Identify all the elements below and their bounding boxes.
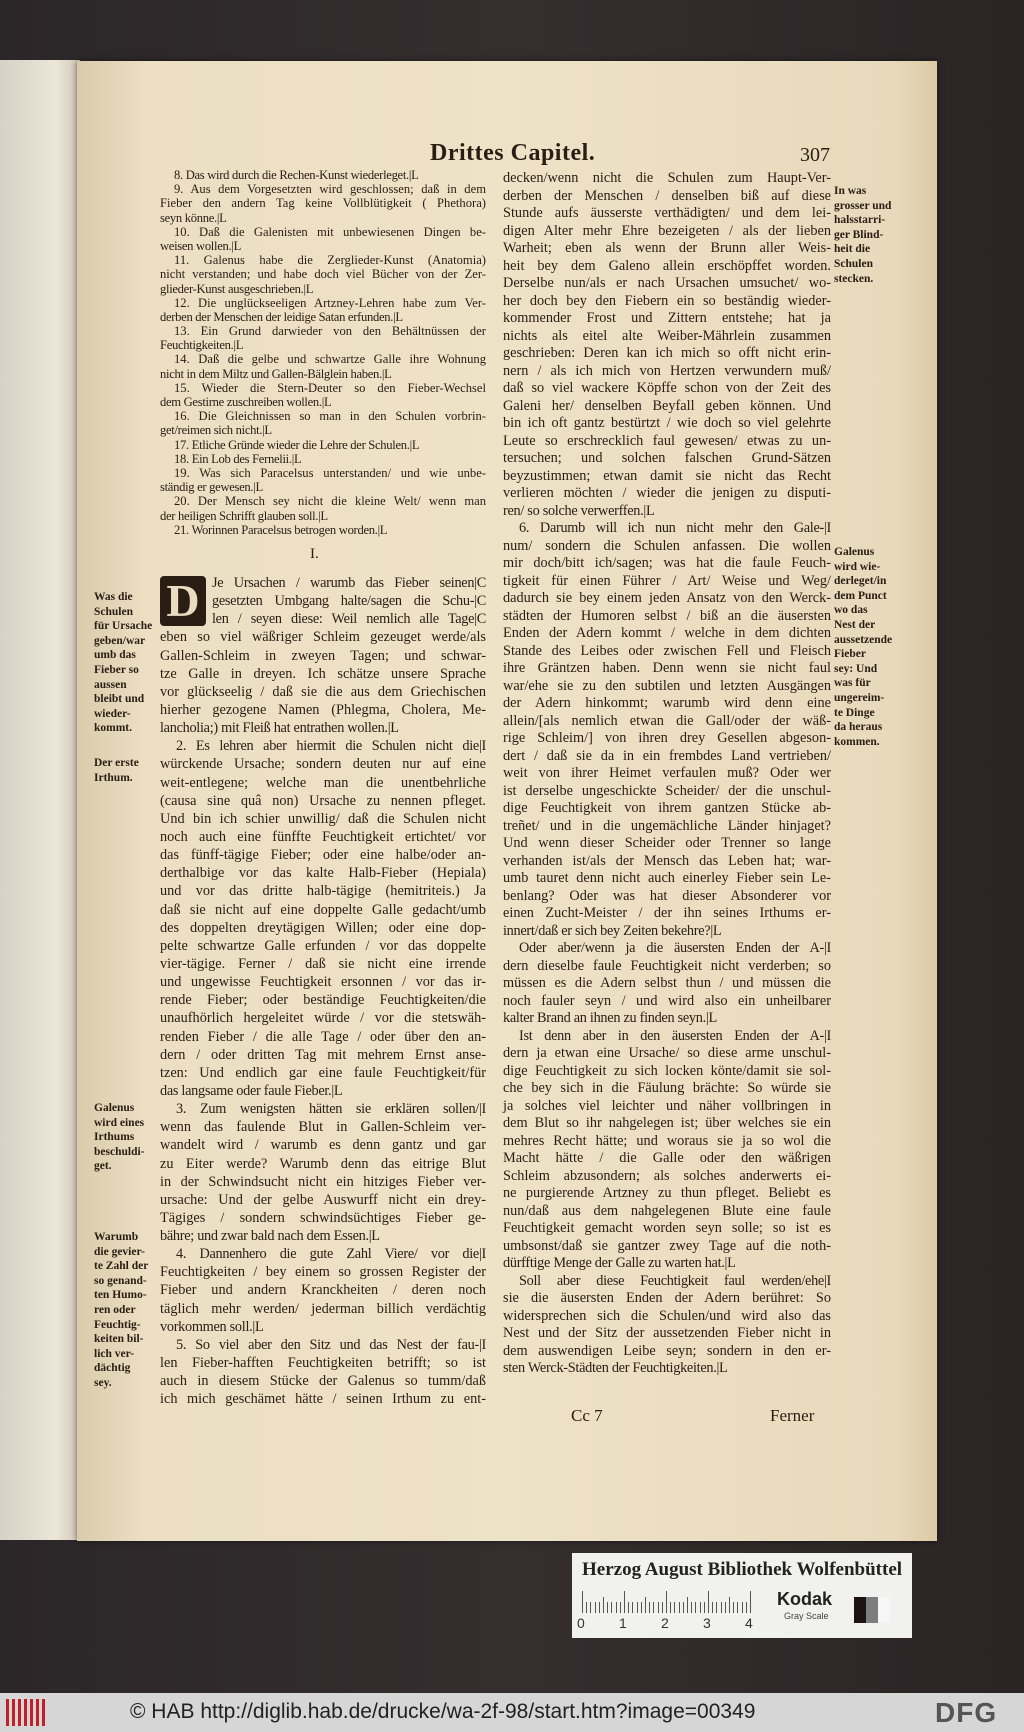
text-line: dern ja etwan eine Ursache/ so diese arme unschul-	[503, 1045, 831, 1061]
text-line: sten Werck-Städten der Feuchtigkeiten.|L	[503, 1360, 728, 1376]
text-line: dem Gestirne zuschreiben wollen.|L	[160, 395, 332, 409]
marginal-note: Was die Schulen für Ursache geben/war umb das Fieber so aussen bleibt und wieder- kommt.	[94, 591, 153, 735]
text-line: dern dieselbe faule Feuchtigkeit nicht verderben; so	[503, 957, 831, 974]
ruler-tick-label: 0	[577, 1615, 585, 1631]
ruler-tick	[628, 1602, 629, 1613]
text-line: geschrieben: Deren kan ich mich so offt nicht erin-	[503, 345, 831, 361]
ruler-tick	[645, 1597, 646, 1613]
text-line: treñet/ und in die ungemächliche Länder hinjaget?	[503, 817, 831, 834]
text-line: 10. Daß die Galenisten mit unbewiesenen Dingen be-	[174, 224, 486, 239]
marginal-note: Galenus wird eines Irthums beschuldi- get.	[94, 1102, 145, 1173]
ruler-tick	[641, 1602, 642, 1613]
ruler-tick	[695, 1602, 696, 1613]
text-line: nun/daß aus dem nahgelegenen Blute eine faule	[503, 1202, 831, 1219]
text-line: Stunde aufs äusserste verthädigten/ und dem lei-	[503, 205, 831, 221]
ruler-tick	[687, 1597, 688, 1613]
text-line: daß sie nicht auf eine doppelte Galle gedacht/umb	[160, 901, 486, 918]
text-line: ne purgierende Artzney zu thun pfleget. Beliebt es	[503, 1185, 831, 1201]
text-line: würckende Ursache; sondern deuten nur auf eine	[160, 756, 486, 773]
ruler-tick	[658, 1602, 659, 1613]
text-line: nern / als ich mich von Hertzen verwundern muß/	[503, 362, 831, 379]
ruler-tick	[746, 1602, 747, 1613]
text-line: umb tauret denn nicht auch einerley Fieber sein Le-	[503, 870, 831, 886]
text-line: nicht verstanden; und habe doch viel Bücher von der Zer-	[160, 267, 486, 282]
text-line: 15. Wieder die Stern-Deuter so den Fieber-Wechsel	[174, 380, 486, 395]
gray-swatch-mid	[866, 1597, 878, 1623]
text-line: 5. So viel aber den Sitz und das Nest der fau-|I	[176, 1336, 486, 1353]
ruler-tick	[637, 1602, 638, 1613]
chapter-summary	[160, 168, 486, 537]
text-line: hierher gezogene Namen (Phlegma, Cholera, Me-	[160, 701, 486, 718]
text-line: 19. Was sich Paracelsus unterstanden/ und wie unbe-	[174, 465, 486, 480]
text-line: ren/ so solche verwerffen.|L	[503, 502, 655, 519]
text-line: Und bin ich schier unwillig/ daß die Schulen nicht	[160, 810, 486, 827]
text-line: glieder-Kunst ausgeschrieben.|L	[160, 281, 314, 296]
ruler-tick	[712, 1602, 713, 1613]
text-line: zu Eiter werde? Warumb denn das eitrige Blut	[160, 1155, 486, 1172]
page-number: 307	[800, 144, 830, 166]
text-line: nichts als eitel alte Weiber-Mährlein zusammen	[503, 327, 831, 344]
text-line: und ungewisse Feuchtigkeit ersonnen / vor das ir-	[160, 974, 486, 991]
gray-swatch-black	[854, 1597, 866, 1623]
marginal-note: Galenus wird wie- derleget/in dem Punct wo das Nest der aussetzende Fieber sey: Und was für ungereim- te Dinge da heraus kommen.	[834, 546, 893, 748]
text-line: beyzustimmen; etwan damit sie nicht das Recht	[503, 467, 831, 484]
text-line: 14. Daß die gelbe und schwartze Galle ihre Wohnung	[174, 352, 486, 367]
ruler	[582, 1591, 762, 1613]
text-line: weisen wollen.|L	[160, 238, 241, 253]
ruler-tick	[632, 1602, 633, 1613]
text-line: umbsonst/daß sie gantzer zwey Tage auf die noth-	[503, 1237, 831, 1254]
permalink[interactable]: © HAB http://diglib.hab.de/drucke/wa-2f-98/start.htm?image=00349	[130, 1700, 756, 1723]
text-line: der Adern hinkommt; warumb wird denn eine	[503, 695, 831, 711]
ruler-tick	[662, 1602, 663, 1613]
text-line: weit von ihrer Heimet verfaulen muß? Oder wer	[503, 765, 831, 781]
ruler-tick	[611, 1602, 612, 1613]
text-line: Fieber und andern Kranckheiten / deren noch	[160, 1282, 486, 1299]
text-line: 16. Die Gleichnissen so man in den Schulen vorbrin-	[174, 409, 486, 424]
text-line: müssen es die Adern selbst thun / und müssen die	[503, 975, 831, 991]
text-line: des doppelten dreytägigen Willen; oder eine dop-	[160, 919, 486, 936]
text-line: renden Fieber / die alle Tage / oder über den an-	[160, 1028, 486, 1045]
ruler-tick	[666, 1591, 667, 1613]
text-line: 20. Der Mensch sey nicht die kleine Welt/ wenn man	[174, 494, 486, 509]
text-line: Stande des Leibes oder zwischen Fell und Fleisch	[503, 642, 831, 659]
text-line: verlieren möchten / wieder die jenigen zu disputi-	[503, 485, 831, 501]
text-line: 4. Dannenhero die gute Zahl Viere/ vor die|I	[176, 1246, 486, 1263]
text-line: und vor das dritte halb-tägige (hemitriteis.) Ja	[160, 883, 486, 900]
text-line: das fünff-tägige Fieber; oder eine halbe/oder an-	[160, 847, 486, 864]
text-column-right	[503, 170, 831, 1378]
text-line: innert/daß er sich bey Zeiten bekehre?|L	[503, 922, 722, 939]
text-line: len Fieber-hafften Feuchtigkeiten betrifft; so ist	[160, 1355, 486, 1372]
text-line: sie die äusersten Enden der Adern berühret: So	[503, 1290, 831, 1306]
text-line: dadurch sie bey einem jeden Ansatz von den Werck-	[503, 590, 831, 606]
ruler-tick	[733, 1602, 734, 1613]
text-line: verhanden ist/als der Mensch das Leben hat; war-	[503, 852, 831, 869]
ruler-tick-label: 2	[661, 1615, 669, 1631]
text-line: eben so viel wäßriger Schleim gezeuget werde/als	[160, 629, 486, 646]
text-line: dige Feuchtigkeit von ihrem gantzen Stücke ab-	[503, 800, 831, 816]
ruler-tick	[750, 1591, 751, 1613]
ruler-tick	[716, 1602, 717, 1613]
text-line: ursache: Und der gelbe Auswurff nicht ein drey-	[160, 1191, 486, 1208]
text-line: allein/[als nemlich etwan die Gall/oder der wäß-	[503, 712, 831, 729]
text-line: widersprechen sich die Schulen/und wird also das	[503, 1307, 831, 1324]
text-line: her doch bey den Fiebern ein so beständig wieder-	[503, 292, 831, 309]
text-line: lancholia;) mit Fleiß hat entrathen wollen.|L	[160, 720, 399, 737]
text-line: 6. Darumb will ich nun nicht mehr den Gale-|I	[519, 520, 831, 536]
marginal-note: Warumb die gevier- te Zahl der so genand- ten Humo- ren oder Feuchtig- keiten bil- lich ver- dächtig sey.	[94, 1231, 149, 1389]
text-line: Derselbe nun/als er nach Ursachen umsuchet/ wo-	[503, 275, 831, 291]
text-line: der heiligen Schrifft glauben soll.|L	[160, 508, 328, 523]
catchword: Ferner	[770, 1406, 815, 1425]
text-line: digen Alter mehr Ehre bezeigeten / als der lieben	[503, 222, 831, 239]
text-line: vorkommen soll.|L	[160, 1318, 264, 1335]
marginal-note: In was grosser und halsstarri- ger Blind- heit die Schulen stecken.	[834, 185, 892, 285]
text-line: dige Feuchtigkeit zu sich locken könte/damit sie sol-	[503, 1062, 831, 1079]
text-line: Tägiges / sondern schwindsüchtiges Fieber ge-	[160, 1209, 486, 1226]
kodak-logo: Kodak	[777, 1589, 833, 1609]
text-line: wandelt wird / warumb es denn gantz und gar	[160, 1137, 486, 1154]
ruler-tick	[704, 1602, 705, 1613]
gray-swatch-white	[878, 1597, 890, 1623]
ruler-tick	[595, 1602, 596, 1613]
text-line: nicht in dem Miltz und Gallen-Bälglein haben.|L	[160, 366, 392, 381]
text-line: Macht hätte / die Galle oder den wäßrigen	[503, 1150, 831, 1166]
text-line: Galeni her/ denselben Beyfall geben können. Und	[503, 397, 831, 414]
ruler-tick	[742, 1602, 743, 1613]
text-line: pelte schwartze Galle erfunden / vor das doppelte	[160, 937, 486, 954]
text-line: unaufhörlich hergeleitet würde / vor die stetswäh-	[160, 1010, 486, 1027]
text-line: 12. Die unglückseeligen Artzney-Lehren habe zum Ver-	[174, 295, 486, 310]
text-line: vier-tägige. Ferner / daß sie nicht eine irrende	[160, 955, 486, 972]
text-line: benlang? Oder was hat dieser Absonderer vor	[503, 887, 831, 904]
ruler-tick-label: 1	[619, 1615, 627, 1631]
ruler-tick	[624, 1591, 625, 1613]
text-line: seyn könne.|L	[160, 210, 227, 225]
ruler-tick	[725, 1602, 726, 1613]
text-line: tzen: Und endlich gar eine faule Feuchtigkeit/für	[160, 1064, 486, 1081]
text-line: Gallen-Schleim in zweyen Tagen; und schwar-	[160, 647, 486, 664]
ruler-tick	[708, 1591, 709, 1613]
section-number: I.	[310, 546, 319, 562]
ruler-tick	[603, 1597, 604, 1613]
ruler-tick	[620, 1602, 621, 1613]
text-line: Und wenn dieser Scheider oder Trenner so lange	[503, 835, 831, 851]
text-line: bähre; und zwar bald nach dem Essen.|L	[160, 1228, 380, 1245]
ruler-tick-label: 3	[703, 1615, 711, 1631]
ruler-tick	[683, 1602, 684, 1613]
text-line: decken/wenn nicht die Schulen zum Haupt-Ver-	[503, 170, 831, 186]
text-line: das langsame oder faule Fieber.|L	[160, 1082, 343, 1099]
text-line: städten der Humoren selbst / biß an die äusersten	[503, 607, 831, 624]
text-line: Enden der Adern kommt / welche in dem dichten	[503, 625, 831, 641]
text-line: noch auch eine fünffte Feuchtigkeit ertichtet/ vor	[160, 828, 486, 845]
ruler-tick	[649, 1602, 650, 1613]
library-color-scale-label	[572, 1553, 912, 1638]
text-line: war/ehe sie zu den subtilen und letzten Ausgängen	[503, 677, 831, 694]
text-line: derthalbige vor das kalte Halb-Fieber (Hepiala)	[160, 865, 486, 882]
text-line: num/ sondern die Schulen anfassen. Die wollen	[503, 537, 831, 554]
hab-logo-icon	[6, 1699, 46, 1726]
text-line: Feuchtigkeiten / bey einem so grossen Register der	[160, 1264, 486, 1281]
text-line: 2. Es lehren aber hiermit die Schulen nicht die|I	[176, 738, 486, 755]
drop-cap-initial: D	[160, 576, 206, 626]
text-line: 13. Ein Grund darwieder von den Behältnüssen der	[174, 324, 486, 339]
ruler-tick	[691, 1602, 692, 1613]
ruler-tick	[679, 1602, 680, 1613]
signature-mark: Cc 7	[571, 1406, 603, 1425]
text-line: ihre Gräntzen haben. Denn wenn sie nicht faul	[503, 660, 831, 676]
text-line: vor glückseelig / daß sie die aus dem Griechischen	[160, 683, 486, 700]
text-line: tigkeit für einen Führer / Art/ Weise und Weg/	[503, 572, 831, 589]
text-line: rige Schleim/] von ihren drey Gesellen abgeson-	[503, 730, 831, 746]
ruler-tick	[582, 1591, 583, 1613]
text-line: Warheit; eben als wenn der Brunn aller Weis-	[503, 240, 831, 256]
text-line: Nest und der Sitz der aussetzenden Fieber nicht in	[503, 1325, 831, 1341]
text-line: dem Blut so ihr nahgelegen ist; über welches sie ein	[503, 1115, 831, 1131]
text-line: kalter Brand an ihnen zu finden seyn.|L	[503, 1010, 717, 1026]
text-line: Soll aber diese Feuchtigkeit faul werden/ehe|I	[519, 1272, 831, 1289]
ruler-tick	[607, 1602, 608, 1613]
ruler-tick	[653, 1602, 654, 1613]
text-line: 3. Zum wenigsten hätten sie erklären sollen/|I	[176, 1101, 486, 1118]
text-line: mir doch/bitt ich/sagen; was hat die faule Feuch-	[503, 555, 831, 571]
text-line: ich mich geschämet hätte / seinen Irthum zu ent-	[160, 1391, 486, 1408]
ruler-tick	[700, 1602, 701, 1613]
text-line: Feuchtigkeiten.|L	[160, 338, 244, 353]
text-line: bin ich oft gantz bestürtzt / wie doch so viel gelehrte	[503, 415, 831, 431]
text-line: rende Fieber; oder beständige Feuchtigkeiten/die	[160, 992, 486, 1009]
library-name: Herzog August Bibliothek Wolfenbüttel	[582, 1559, 903, 1580]
text-line: Feuchtigkeit gemacht worden seyn solle; so ist es	[503, 1220, 831, 1236]
ruler-tick	[729, 1597, 730, 1613]
ruler-tick	[616, 1602, 617, 1613]
text-column-left	[160, 574, 486, 1408]
text-line: Schleim abzusondern; als solches anderwerts ei-	[503, 1167, 831, 1184]
text-line: 21. Worinnen Paracelsus betrogen worden.|L	[174, 522, 388, 537]
text-line: einen Zucht-Meister / der ihn seines Irthums er-	[503, 905, 831, 921]
text-line: täglich mehr werden/ jederman billich verdächtig	[160, 1300, 486, 1317]
ruler-tick	[737, 1602, 738, 1613]
text-line: Oder aber/wenn ja die äusersten Enden der A-|I	[519, 940, 831, 956]
text-line: Ist denn aber in den äusersten Enden der A-|I	[519, 1027, 831, 1044]
text-line: 17. Etliche Gründe wieder die Lehre der Schulen.|L	[174, 437, 420, 452]
viewer-footer	[0, 1693, 1024, 1732]
text-line: dern / oder dritten Tag mit mehrem Ernst anse-	[160, 1046, 486, 1063]
text-line: dert / daß sie da in ein frembdes Land vertrieben/	[503, 747, 831, 764]
text-line: kommender Frost und Zittern entstehe; hat ja	[503, 310, 831, 326]
text-line: in der Schwindsucht nicht ein hitziges Fieber ver-	[160, 1173, 486, 1190]
text-line: mehres Recht hätte; und woraus sie ja so wol die	[503, 1132, 831, 1149]
marginal-note: Der erste Irthum.	[94, 757, 139, 784]
ruler-tick	[674, 1602, 675, 1613]
text-line: 8. Das wird durch die Rechen-Kunst wiederleget.|L	[174, 168, 419, 182]
text-line: che bey sich in die Fäulung brächte: So würde sie	[503, 1080, 831, 1096]
text-line: dürfftige Menge der Galle zu warten hat.|L	[503, 1255, 736, 1271]
text-line: Leute so erschrecklich faul gewesen/ etwas zu un-	[503, 432, 831, 449]
text-line: 18. Ein Lob des Fernelii.|L	[174, 451, 302, 466]
text-line: tersuchen; und solchen falschen Grund-Sätzen	[503, 450, 831, 466]
text-line: 11. Galenus habe die Zerglieder-Kunst (Anatomia)	[174, 253, 486, 268]
text-line: daß so viel wackere Köpffe schon von der Zeit des	[503, 380, 831, 396]
adjacent-page-edge	[0, 60, 80, 1540]
running-head: Drittes Capitel.	[430, 140, 596, 166]
text-line: ist derselbe ungeschickte Scheider/ der die unschul-	[503, 782, 831, 799]
text-line: get/reimen sich nicht.|L	[160, 423, 272, 438]
text-line: gesetzten Umbgang halte/sagen die Schu-|C	[212, 593, 486, 610]
text-line: ja solches viel leichter und näher vollbringen in	[503, 1097, 831, 1114]
text-line: derben der Menschen / denselben biß auf diese	[503, 187, 831, 204]
text-line: auch in diesem Stücke der Galenus so tumm/daß	[160, 1373, 486, 1390]
text-line: (causa sine quâ non) Ursache zu nennen pfleget.	[160, 792, 486, 809]
text-line: ständig er gewesen.|L	[160, 480, 263, 495]
text-line: noch fauler seyn / und wird also ein unheilbarer	[503, 992, 831, 1009]
ruler-tick	[590, 1602, 591, 1613]
text-line: wenn das faulende Blut in Gallen-Schleim ver-	[160, 1119, 486, 1136]
ruler-tick	[721, 1602, 722, 1613]
text-line: Je Ursachen / warumb das Fieber seinen|C	[212, 575, 486, 591]
text-line: Fieber den andern Tag keine Vollblütigkeit ( Phethora)	[160, 196, 486, 211]
text-line: tze Galle in dreyen. Ich schätze unsere Sprache	[160, 665, 486, 682]
text-line: derben der Menschen der leidige Satan erfunden.|L	[160, 309, 403, 324]
dfg-logo: DFG	[935, 1697, 998, 1728]
text-line: len / seyen diese: Weil nemlich alle Tage|C	[212, 611, 486, 628]
text-line: dem auswendigen Leibe seyn; sondern in den er-	[503, 1342, 831, 1359]
ruler-tick	[586, 1602, 587, 1613]
text-line: heit bey dem Galeno allein erschöpffet worden.	[503, 257, 831, 274]
ruler-tick	[599, 1602, 600, 1613]
gray-scale-caption: Gray Scale	[784, 1611, 829, 1621]
ruler-tick-label: 4	[745, 1615, 753, 1631]
text-line: 9. Aus dem Vorgesetzten wird geschlossen; daß in dem	[174, 182, 486, 197]
text-line: weit-entlegene; welche man die unentbehrliche	[160, 774, 486, 791]
ruler-tick	[670, 1602, 671, 1613]
